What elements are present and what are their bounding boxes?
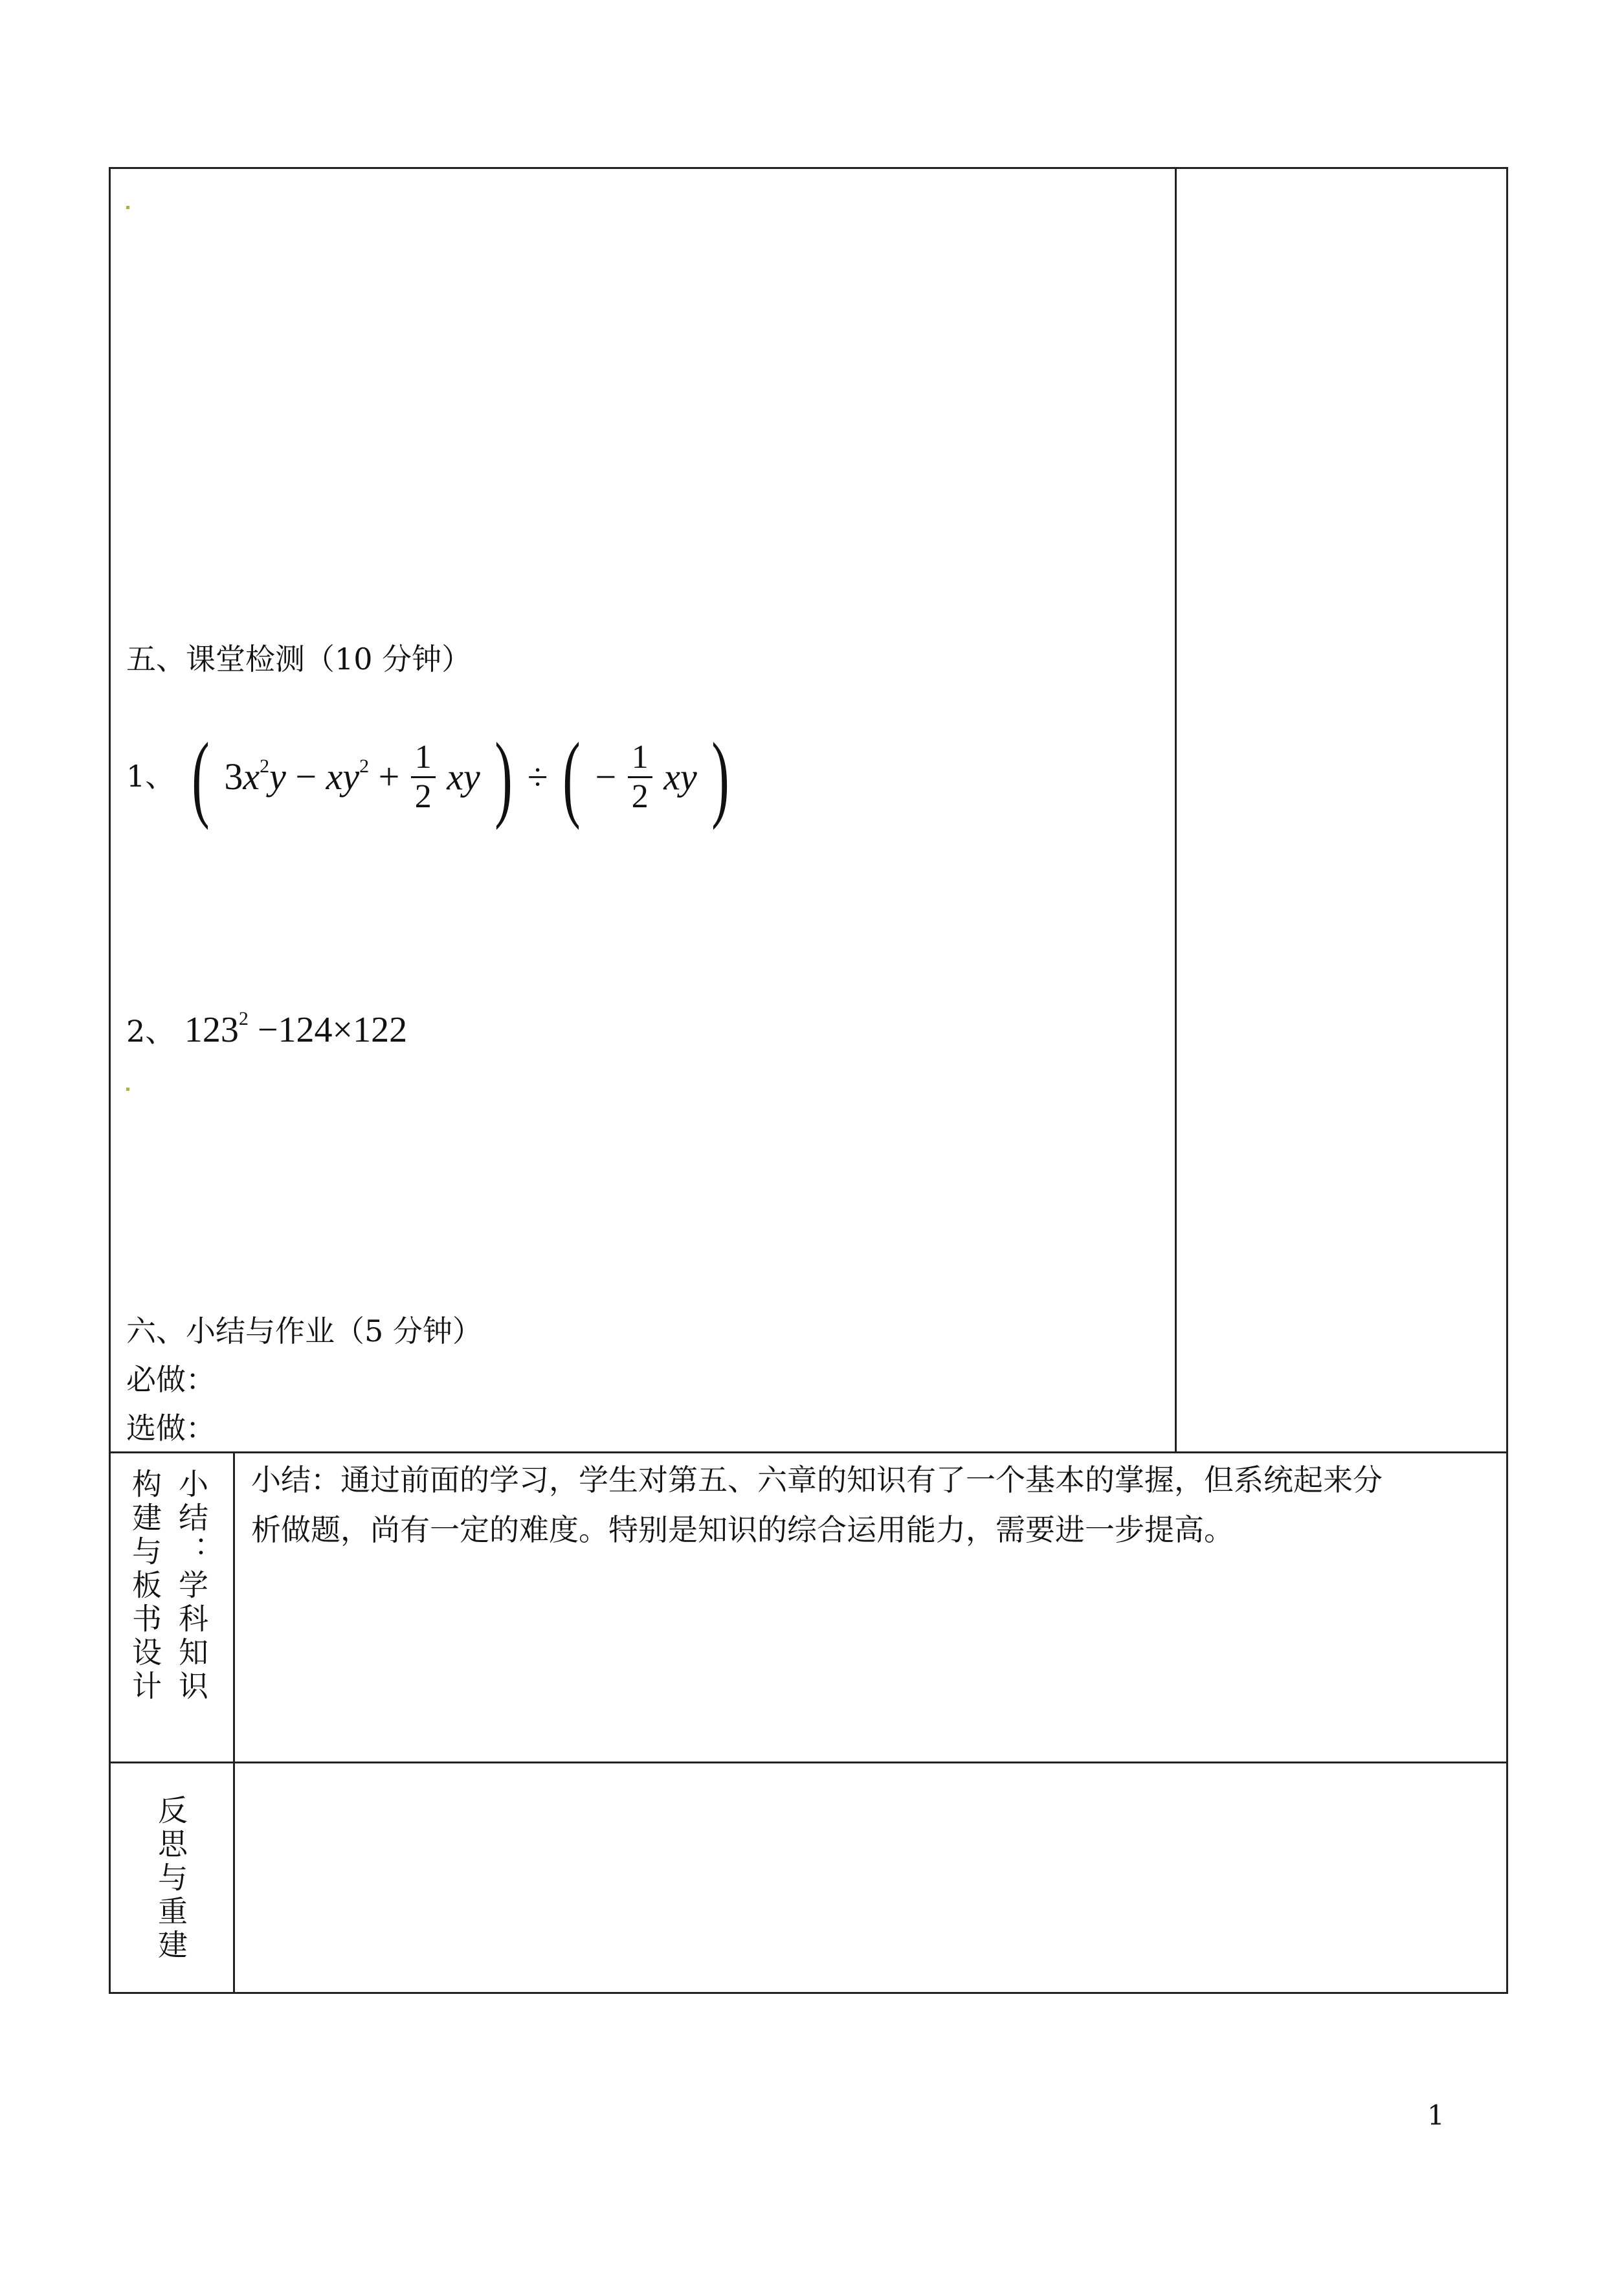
marker-dot [126,1088,129,1091]
optional-label: 选做： [126,1411,216,1446]
marker-dot [126,206,129,209]
question-1 [126,719,737,829]
question-2 [126,1007,407,1054]
summary-knowledge-label: 小结：学科知识 [174,1468,209,1704]
summary-line-1: 小结：通过前面的学习，学生对第五、六章的知识有了一个基本的掌握，但系统起来分 [251,1462,1383,1497]
fraction: $\frac{1}{2}$ [411,739,436,816]
must-do-label: 必做： [126,1362,216,1397]
page-number: 1 [1427,2099,1445,2131]
question-1-label: 1、 [126,759,175,794]
row-divider-1 [109,1451,1508,1453]
right-paren: ) [495,723,513,831]
table-left-border [109,167,111,1994]
left-paren: ( [192,723,210,831]
table-bottom-border [109,1992,1508,1994]
table-right-border [1506,167,1508,1994]
right-paren: ) [711,723,729,831]
reflection-label: 反思与重建 [153,1795,188,1963]
section5-heading: 五、课堂检测（10 分钟） [126,642,472,677]
row-divider-2 [109,1762,1508,1763]
label-column-divider [233,1451,235,1993]
board-design-label: 构建与板书设计 [128,1468,162,1704]
left-paren: ( [562,723,581,831]
section6-heading: 六、小结与作业（5 分钟） [126,1314,482,1348]
question-2-label: 2、 [126,1014,175,1049]
question-2-expression: $123^2 -124\times 122$ [184,1008,408,1050]
fraction: $\frac{1}{2}$ [628,739,652,816]
question-1-expression: ( $3x^2y - xy^2$ + $\frac{1}{2}$ xy ) ÷ ( − $\frac{1}{2}$ xy ) [192,723,729,831]
side-column-divider [1175,167,1177,1453]
table-top-border [109,167,1508,169]
summary-line-2: 析做题，尚有一定的难度。特别是知识的综合运用能力，需要进一步提高。 [251,1512,1234,1547]
